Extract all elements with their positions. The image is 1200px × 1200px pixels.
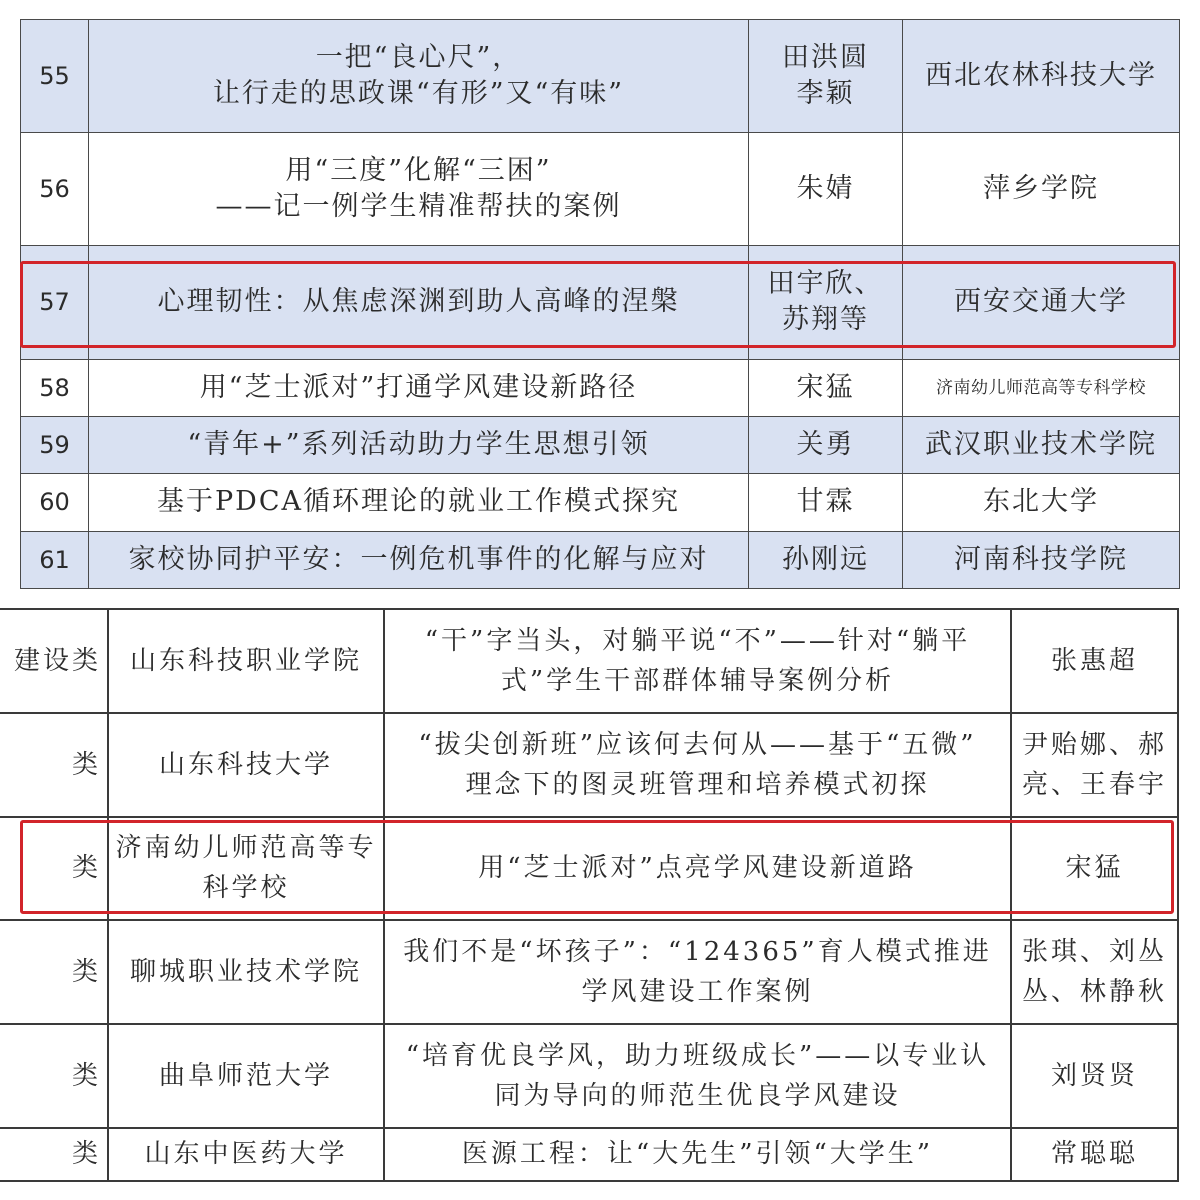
case-title-line: 心理韧性：从焦虑深渊到助人高峰的涅槃 bbox=[157, 286, 680, 318]
author-names-line: 亮、王春宇 bbox=[1021, 769, 1167, 800]
case-title-line: 医源工程：让“大先生”引领“大学生” bbox=[461, 1139, 934, 1170]
category-cell: 类 bbox=[0, 1128, 108, 1181]
case-title-line: “干”字当头，对躺平说“不”——针对“躺平 bbox=[424, 625, 971, 656]
row-number: 57 bbox=[21, 246, 89, 359]
case-title bbox=[89, 246, 749, 359]
case-title bbox=[89, 474, 749, 531]
category-cell: 类 bbox=[0, 1024, 108, 1128]
author-names bbox=[749, 359, 903, 416]
author-names-line: 关勇 bbox=[796, 429, 855, 461]
author-names bbox=[1011, 609, 1178, 713]
school-name: 武汉职业技术学院 bbox=[903, 416, 1180, 473]
row-number: 61 bbox=[21, 531, 89, 588]
author-names-line: 常聪聪 bbox=[1050, 1139, 1138, 1170]
case-title-line: 我们不是“坏孩子”：“124365”育人模式推进 bbox=[403, 937, 992, 968]
author-names-line: 张惠超 bbox=[1050, 645, 1138, 676]
table-row bbox=[0, 713, 1178, 817]
school-name-line: 济南幼儿师范高等专 bbox=[115, 833, 377, 864]
school-name: 萍乡学院 bbox=[903, 133, 1180, 246]
case-title-line: “拔尖创新班”应该何去何从——基于“五微” bbox=[418, 729, 977, 760]
case-title-line: 同为导向的师范生优良学风建设 bbox=[494, 1080, 901, 1111]
author-names-line: 李颖 bbox=[796, 78, 855, 110]
case-title-line: 用“芝士派对”打通学风建设新路径 bbox=[199, 371, 638, 403]
table-row bbox=[0, 1024, 1178, 1128]
school-name-line: 聊城职业技术学院 bbox=[129, 957, 362, 988]
author-names-line: 宋猛 bbox=[1065, 853, 1124, 884]
case-title bbox=[384, 609, 1011, 713]
case-title bbox=[384, 817, 1011, 921]
case-title bbox=[384, 1024, 1011, 1128]
school-name bbox=[108, 920, 384, 1024]
case-title bbox=[384, 920, 1011, 1024]
author-names-line: 朱婧 bbox=[796, 173, 855, 205]
school-name-line: 科学校 bbox=[202, 873, 290, 904]
author-names bbox=[1011, 920, 1178, 1024]
award-list-table-bottom bbox=[0, 608, 1179, 1182]
table-row bbox=[21, 531, 1180, 588]
case-title-line: “培育优良学风，助力班级成长”——以专业认 bbox=[405, 1040, 990, 1071]
author-names-line: 刘贤贤 bbox=[1050, 1060, 1138, 1091]
case-title bbox=[89, 359, 749, 416]
case-title-line: 用“芝士派对”点亮学风建设新道路 bbox=[478, 853, 917, 884]
school-name-line: 山东科技大学 bbox=[158, 749, 333, 780]
author-names bbox=[749, 416, 903, 473]
school-name bbox=[108, 1024, 384, 1128]
case-title-line: 理念下的图灵班管理和培养模式初探 bbox=[465, 769, 930, 800]
author-names bbox=[1011, 817, 1178, 921]
author-names-line: 张琪、刘丛 bbox=[1021, 937, 1167, 968]
author-names-line: 苏翔等 bbox=[782, 304, 869, 336]
category-cell: 类 bbox=[0, 920, 108, 1024]
category-cell: 类 bbox=[0, 817, 108, 921]
table-row bbox=[0, 817, 1178, 921]
case-title bbox=[89, 416, 749, 473]
school-name bbox=[108, 1128, 384, 1181]
row-number: 55 bbox=[21, 20, 89, 133]
row-number: 60 bbox=[21, 474, 89, 531]
author-names bbox=[1011, 713, 1178, 817]
case-title-line: 一把“良心尺”， bbox=[315, 42, 522, 74]
category-cell: 类 bbox=[0, 713, 108, 817]
author-names-line: 甘霖 bbox=[796, 486, 855, 518]
row-number: 59 bbox=[21, 416, 89, 473]
case-title-line: “青年+”系列活动助力学生思想引领 bbox=[187, 429, 650, 461]
author-names-line: 丛、林静秋 bbox=[1021, 977, 1167, 1008]
category-cell: 建设类 bbox=[0, 609, 108, 713]
author-names-line: 尹贻娜、郝 bbox=[1021, 729, 1167, 760]
row-number: 58 bbox=[21, 359, 89, 416]
table-row bbox=[21, 416, 1180, 473]
case-title-line: 式”学生干部群体辅导案例分析 bbox=[500, 665, 895, 696]
case-title bbox=[384, 713, 1011, 817]
school-name-line: 山东中医药大学 bbox=[144, 1139, 348, 1170]
author-names bbox=[749, 20, 903, 133]
school-name: 河南科技学院 bbox=[903, 531, 1180, 588]
table-row bbox=[21, 246, 1180, 359]
table-row bbox=[0, 920, 1178, 1024]
author-names bbox=[749, 133, 903, 246]
author-names bbox=[749, 474, 903, 531]
author-names-line: 田洪圆 bbox=[782, 42, 869, 74]
table-row bbox=[21, 133, 1180, 246]
case-title bbox=[384, 1128, 1011, 1181]
author-names-line: 田宇欣、 bbox=[767, 268, 884, 300]
case-title bbox=[89, 531, 749, 588]
school-name bbox=[108, 817, 384, 921]
case-title-line: 用“三度”化解“三困” bbox=[285, 155, 552, 187]
school-name: 济南幼儿师范高等专科学校 bbox=[903, 359, 1180, 416]
school-name-line: 山东科技职业学院 bbox=[129, 645, 362, 676]
author-names bbox=[1011, 1128, 1178, 1181]
author-names bbox=[749, 246, 903, 359]
author-names bbox=[1011, 1024, 1178, 1128]
table-row bbox=[0, 609, 1178, 713]
row-number: 56 bbox=[21, 133, 89, 246]
award-list-table-top bbox=[20, 19, 1180, 589]
school-name bbox=[108, 609, 384, 713]
case-title-line: 让行走的思政课“有形”又“有味” bbox=[212, 78, 625, 110]
author-names-line: 宋猛 bbox=[796, 371, 855, 403]
case-title-line: 学风建设工作案例 bbox=[581, 977, 814, 1008]
case-title-line: 家校协同护平安：一例危机事件的化解与应对 bbox=[128, 543, 709, 575]
school-name: 西北农林科技大学 bbox=[903, 20, 1180, 133]
school-name-line: 曲阜师范大学 bbox=[158, 1060, 333, 1091]
table-row bbox=[0, 1128, 1178, 1181]
case-title-line: 基于PDCA循环理论的就业工作模式探究 bbox=[157, 486, 680, 518]
author-names bbox=[749, 531, 903, 588]
case-title bbox=[89, 133, 749, 246]
table-row bbox=[21, 359, 1180, 416]
table-row bbox=[21, 474, 1180, 531]
school-name: 西安交通大学 bbox=[903, 246, 1180, 359]
table-row bbox=[21, 20, 1180, 133]
school-name bbox=[108, 713, 384, 817]
case-title bbox=[89, 20, 749, 133]
school-name: 东北大学 bbox=[903, 474, 1180, 531]
case-title-line: ——记一例学生精准帮扶的案例 bbox=[215, 191, 622, 223]
author-names-line: 孙刚远 bbox=[782, 543, 869, 575]
